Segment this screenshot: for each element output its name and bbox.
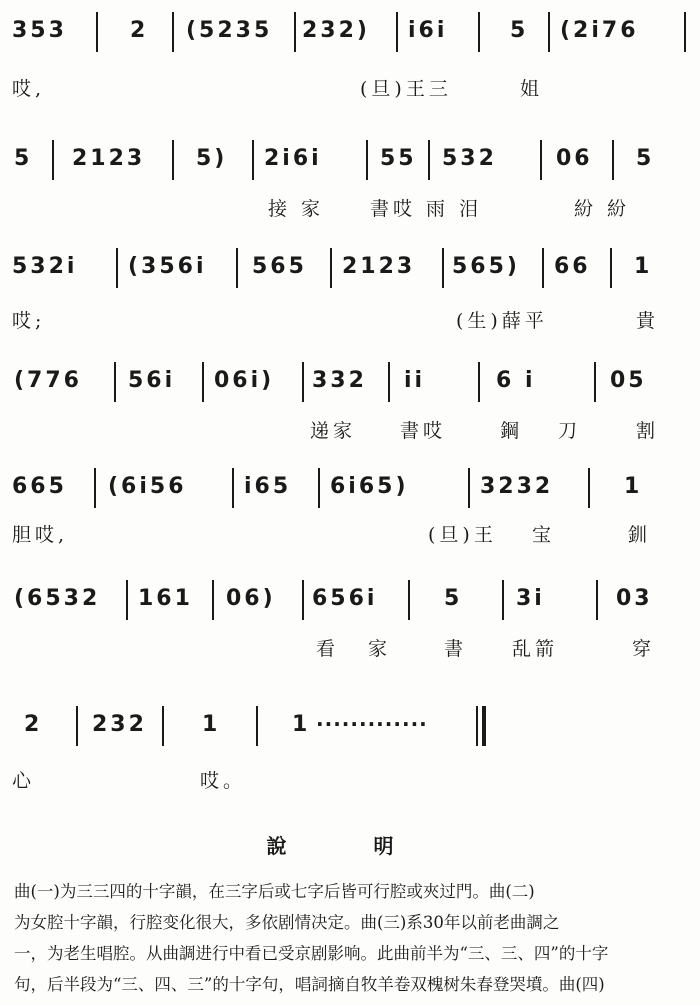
note-group: 2123 [72, 146, 146, 171]
barline [588, 468, 590, 508]
note-group: 2 [130, 18, 149, 43]
barline [540, 140, 542, 180]
barline [116, 248, 118, 288]
barline [502, 580, 504, 620]
lyric: 哎, [12, 78, 46, 100]
barline [302, 580, 304, 620]
lyrics-row [0, 748, 700, 792]
lyrics-row [0, 290, 700, 332]
note-group: 5 [636, 146, 655, 171]
lyric: (旦)王三 [360, 78, 452, 100]
lyric: 乱箭 [512, 638, 559, 660]
note-group: i65 [244, 474, 292, 499]
lyric: (生)薛平 [456, 310, 548, 332]
lyric: 割 [636, 420, 660, 442]
barline [596, 580, 598, 620]
explanation-title: 說 明 [266, 834, 434, 858]
notes-row [0, 246, 700, 286]
note-group: 6i65) [330, 474, 409, 499]
note-group: 03 [616, 586, 653, 611]
note-group: (356i [128, 254, 207, 279]
barline [684, 12, 686, 52]
barline [212, 580, 214, 620]
barline [548, 12, 550, 52]
note-group: ii [404, 368, 426, 393]
barline [542, 248, 544, 288]
final-barline [482, 706, 486, 746]
barline [442, 248, 444, 288]
note-group: 5 [14, 146, 33, 171]
barline [408, 580, 410, 620]
note-group: 1 [624, 474, 643, 499]
barline [172, 140, 174, 180]
note-group: (6532 [14, 586, 101, 611]
lyric: 鋼 [500, 420, 524, 442]
barline [478, 12, 480, 52]
note-group: 3i [516, 586, 545, 611]
note-group: 56i [128, 368, 176, 393]
notes-row [0, 466, 700, 506]
barline [396, 12, 398, 52]
note-group: 2i6i [264, 146, 322, 171]
lyric: 看 [316, 638, 340, 660]
barline [428, 140, 430, 180]
lyric: 書 [444, 638, 468, 660]
lyric: 釧 [628, 524, 652, 546]
lyrics-row [0, 54, 700, 100]
lyric: 心 [12, 770, 36, 792]
note-group: 2123 [342, 254, 416, 279]
barline [476, 706, 478, 746]
lyric: 姐 [520, 78, 544, 100]
barline [330, 248, 332, 288]
lyrics-row [0, 404, 700, 442]
note-group: 66 [554, 254, 591, 279]
note-group: 665 [12, 474, 67, 499]
note-group: 55 [380, 146, 417, 171]
barline [594, 362, 596, 402]
note-group: (2i76 [560, 18, 639, 43]
explanation-line: 为女腔十字韻，行腔变化很大，多依剧情决定。曲(三)系30年以前老曲調之 [14, 913, 560, 932]
notes-row [0, 138, 700, 178]
lyrics-row [0, 510, 700, 546]
barline [162, 706, 164, 746]
lyric: 貴 [636, 310, 660, 332]
barline [388, 362, 390, 402]
barline [94, 468, 96, 508]
lyric: 胆哎, [12, 524, 69, 546]
note-group: 1 [634, 254, 653, 279]
note-group: 161 [138, 586, 193, 611]
lyric: 递家 [310, 420, 357, 442]
explanation-line: 句，后半段为“三、四、三”的十字句，唱詞摘自牧羊卷双槐树朱春登哭墳。曲(四) [14, 975, 605, 994]
note-group: (5235 [186, 18, 273, 43]
lyric: 家 [368, 638, 392, 660]
explanation-line: 曲(一)为三三四的十字韻，在三字后或七字后皆可行腔或夾过門。曲(二) [14, 882, 535, 901]
lyric: 刀 [558, 420, 582, 442]
lyric: 書哎 雨 泪 [370, 198, 483, 220]
barline [612, 140, 614, 180]
lyric: 哎; [12, 310, 46, 332]
barline [52, 140, 54, 180]
note-group: 5) [196, 146, 228, 171]
lyric: 接 家 [268, 198, 325, 220]
barline [114, 362, 116, 402]
barline [302, 362, 304, 402]
barline [478, 362, 480, 402]
barline [366, 140, 368, 180]
lyrics-row [0, 622, 700, 660]
barline [294, 12, 296, 52]
note-group: 1 [202, 712, 221, 737]
note-group: 565) [452, 254, 520, 279]
note-group: i6i [408, 18, 448, 43]
note-group: 5 [444, 586, 463, 611]
barline [96, 12, 98, 52]
lyrics-row [0, 182, 700, 220]
note-group: 232 [92, 712, 147, 737]
note-group: 656i [312, 586, 378, 611]
note-group: (776 [14, 368, 82, 393]
barline [468, 468, 470, 508]
lyric: 書哎 [400, 420, 447, 442]
lyric: (旦)王 [428, 524, 497, 546]
note-group: 3232 [480, 474, 554, 499]
lyric: 穿 [632, 638, 656, 660]
barline [236, 248, 238, 288]
barline [256, 706, 258, 746]
notes-row [0, 360, 700, 400]
lyric: 宝 [532, 524, 556, 546]
lyric: 哎。 [200, 770, 247, 792]
explanation-body [14, 876, 694, 1000]
hold-dots: ············· [316, 712, 428, 736]
note-group: 1 [292, 712, 311, 737]
note-group: 353 [12, 18, 67, 43]
note-group: 2 [24, 712, 43, 737]
note-group: 532 [442, 146, 497, 171]
lyric: 紛 紛 [574, 198, 631, 220]
note-group: 06) [226, 586, 276, 611]
notes-row [0, 10, 700, 50]
barline [318, 468, 320, 508]
barline [232, 468, 234, 508]
explanation-line: 一，为老生唱腔。从曲調进行中看已受京剧影响。此曲前半为“三、三、四”的十字 [14, 944, 609, 963]
note-group: (6i56 [108, 474, 187, 499]
note-group: 532i [12, 254, 78, 279]
note-group: 06 [556, 146, 593, 171]
barline [126, 580, 128, 620]
barline [76, 706, 78, 746]
note-group: 232) [302, 18, 370, 43]
note-group: 06i) [214, 368, 275, 393]
note-group: 565 [252, 254, 307, 279]
note-group: 332 [312, 368, 367, 393]
note-group: 6 i [496, 368, 536, 393]
notes-row [0, 578, 700, 618]
barline [202, 362, 204, 402]
barline [172, 12, 174, 52]
barline [610, 248, 612, 288]
barline [252, 140, 254, 180]
notes-row [0, 704, 700, 744]
note-group: 05 [610, 368, 647, 393]
note-group: 5 [510, 18, 529, 43]
